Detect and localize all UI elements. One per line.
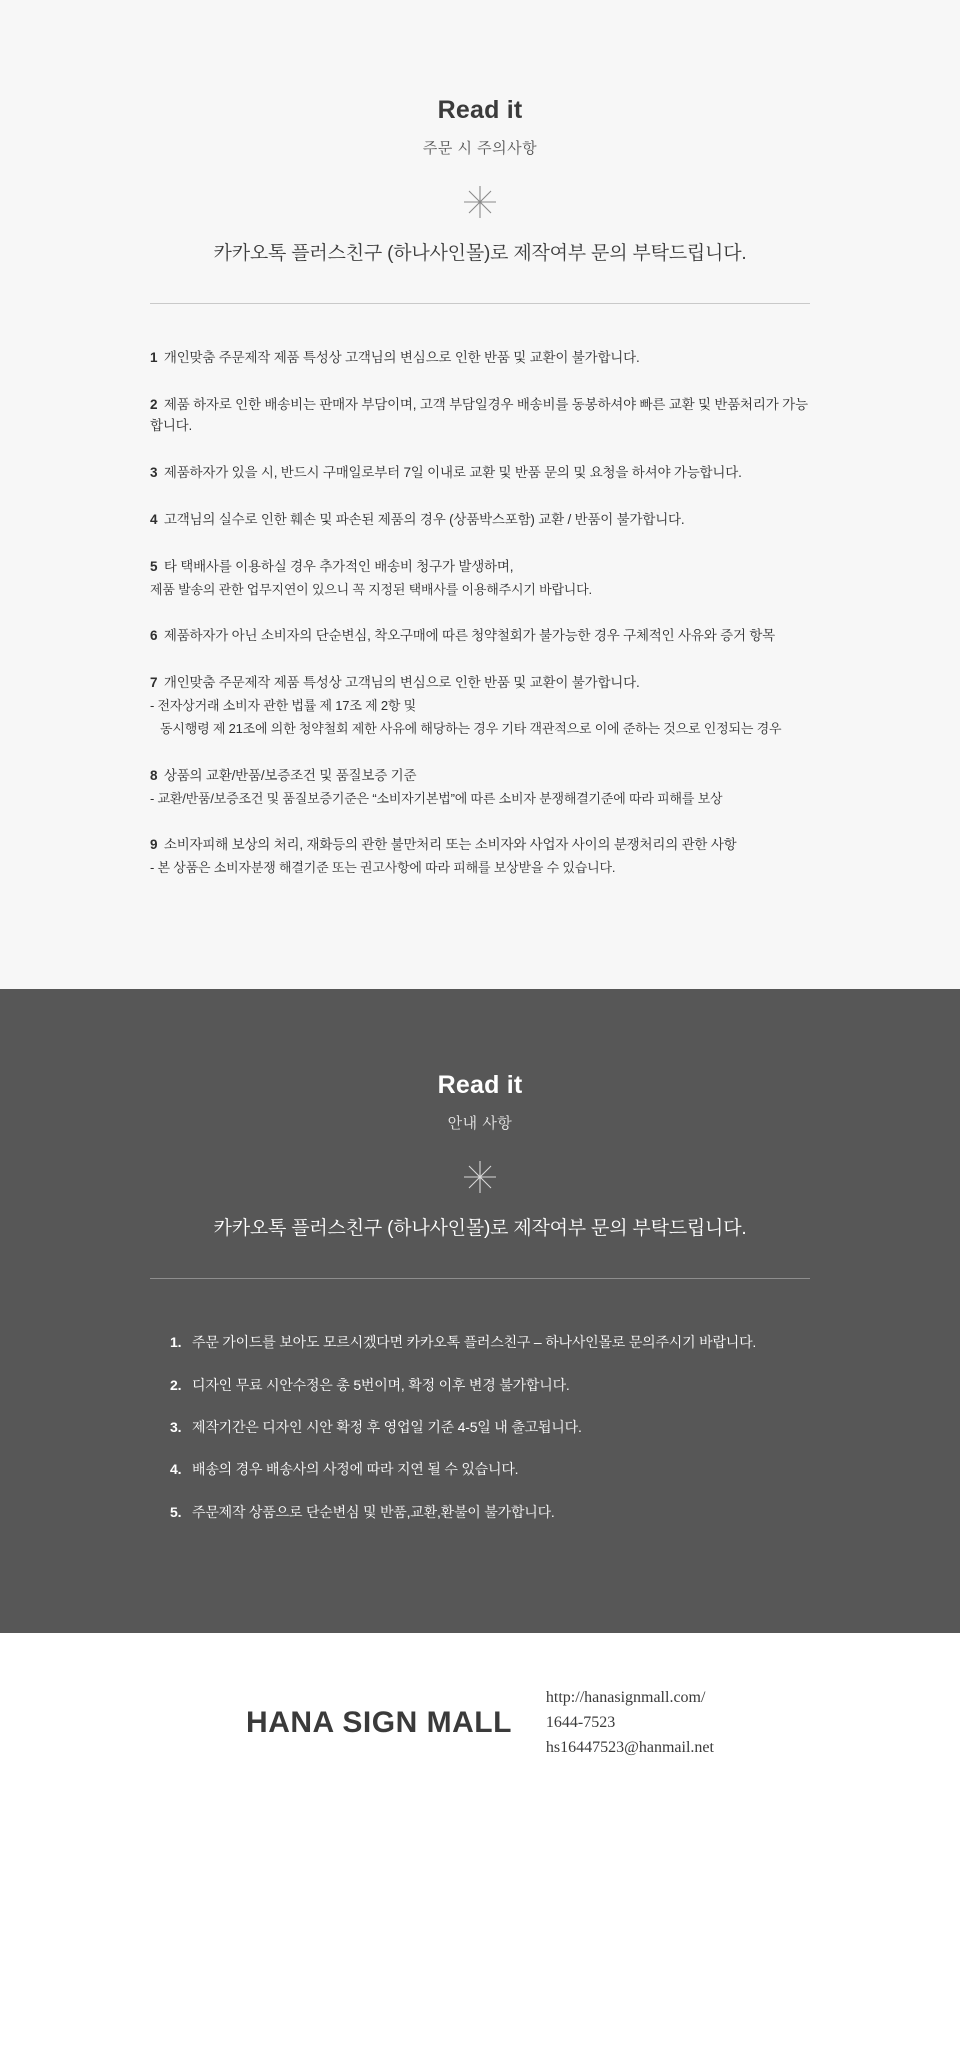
notice-item-body: 제품하자가 있을 시, 반드시 구매일로부터 7일 이내로 교환 및 반품 문의 및 요청을 하셔야 가능합니다. [160,464,742,480]
star-ornament-wrap [0,184,960,220]
notice-item-number: 1 [150,350,158,365]
guide-item-text: 주문 가이드를 보아도 모르시겠다면 카카오톡 플러스친구 – 하나사인몰로 문의주시기 바랍니다. [192,1334,757,1351]
notice-item-body: 개인맞춤 주문제작 제품 특성상 고객님의 변심으로 인한 반품 및 교환이 불가합니다. [160,675,640,691]
notice-item-body: 제품 하자로 인한 배송비는 판매자 부담이며, 고객 부담일경우 배송비를 동봉하셔야 빠른 교환 및 반품처리가 가능합니다. [150,396,808,433]
guide-item-text: 배송의 경우 배송사의 사정에 따라 지연 될 수 있습니다. [192,1461,519,1478]
notice-item-number: 9 [150,837,158,853]
notice-item-text [150,395,810,437]
notice-item-number: 2 [150,396,158,412]
notice-item [150,463,810,484]
guide-item-number: 2. [170,1376,182,1393]
footer-phone: 1644-7523 [545,1713,616,1731]
notice-item-body: 타 택배사를 이용하실 경우 추가적인 배송비 청구가 발생하며, [160,558,514,574]
guide-item [170,1331,790,1353]
guide-divider [150,1278,810,1279]
notice-item [150,395,810,437]
guide-item-number: 1. [170,1334,182,1351]
guide-title: Read it [437,1071,523,1100]
guide-item-text: 디자인 무료 시안수정은 총 5번이며, 확정 이후 변경 불가합니다. [192,1376,570,1393]
notice-item [150,557,810,601]
notice-item [150,766,810,810]
footer-url[interactable]: http://hanasignmall.com/ [545,1688,706,1706]
guide-item [170,1374,790,1396]
notice-item-text [150,673,810,694]
notice-divider [150,303,810,304]
guide-item [170,1501,790,1523]
notice-subtitle: 주문 시 주의사항 [422,140,538,157]
notice-lead: 카카오톡 플러스친구 (하나사인몰)로 제작여부 문의 부탁드립니다. [213,243,747,264]
notice-item-number: 8 [150,767,158,783]
notice-item-body: 소비자피해 보상의 처리, 재화등의 관한 불만처리 또는 소비자와 사업자 사이의 분쟁처리의 관한 사항 [160,837,737,853]
notice-item [150,348,810,369]
notice-item-extra: 동시행령 제 21조에 의한 청약철회 제한 사유에 해당하는 경우 기타 객관적으로 이에 준하는 것으로 인정되는 경우 [160,720,782,736]
notice-item [150,673,810,740]
guide-item [170,1416,790,1438]
guide-list [170,1331,790,1523]
notice-item-body: 상품의 교환/반품/보증조건 및 품질보증 기준 [160,767,417,783]
notice-item-extra: - 본 상품은 소비자분쟁 해결기준 또는 권고사항에 따라 피해를 보상받을 수 있습니다. [150,860,616,876]
notice-item-extra: - 교환/반품/보증조건 및 품질보증기준은 “소비자기본법”에 따른 소비자 분쟁해결기준에 따라 피해를 보상 [150,790,723,806]
star-icon [462,1159,498,1195]
notice-item-number: 4 [150,511,158,527]
notice-item-text [150,463,810,484]
star-icon [462,184,498,220]
notice-item-text [150,348,810,369]
notice-item-body: 개인맞춤 주문제작 제품 특성상 고객님의 변심으로 인한 반품 및 교환이 불가합니다. [160,350,640,365]
star-ornament-wrap-dark [0,1159,960,1195]
notice-list [150,348,810,879]
brand-logo: HANA SIGN MALL [246,1706,512,1740]
notice-item-text [150,835,810,856]
notice-item-number: 3 [150,464,158,480]
notice-item-extra: 제품 발송의 관한 업무지연이 있으니 꼭 지정된 택배사를 이용해주시기 바랍니다. [150,581,592,597]
footer-contact [546,1686,714,1760]
guide-item-number: 5. [170,1503,182,1520]
notice-item-number: 5 [150,558,158,574]
footer [0,1633,960,1813]
notice-item-text [150,557,810,578]
notice-item-extra: - 전자상거래 소비자 관한 법률 제 17조 제 2항 및 [150,698,417,714]
notice-item [150,835,810,879]
footer-email[interactable]: hs16447523@hanmail.net [545,1738,714,1756]
guide-item-number: 3. [170,1418,182,1435]
notice-item-text [150,510,810,531]
notice-item [150,626,810,647]
notice-title: Read it [437,96,523,124]
guide-lead: 카카오톡 플러스친구 (하나사인몰)로 제작여부 문의 부탁드립니다. [213,1218,747,1240]
notice-item-text [150,626,810,647]
notice-item-number: 6 [150,628,158,644]
guide-item-number: 4. [170,1461,182,1478]
notice-item [150,510,810,531]
guide-subtitle: 안내 사항 [447,1115,513,1133]
notice-section [0,0,960,989]
guide-item [170,1458,790,1480]
notice-item-body: 제품하자가 아닌 소비자의 단순변심, 착오구매에 따른 청약철회가 불가능한 경우 구체적인 사유와 증거 항목 [160,628,776,644]
notice-item-number: 7 [150,675,158,691]
notice-item-text [150,766,810,787]
guide-section [0,989,960,1633]
guide-item-text: 주문제작 상품으로 단순변심 및 반품,교환,환불이 불가합니다. [192,1503,555,1520]
notice-item-body: 고객님의 실수로 인한 훼손 및 파손된 제품의 경우 (상품박스포함) 교환 / 반품이 불가합니다. [160,511,685,527]
guide-item-text: 제작기간은 디자인 시안 확정 후 영업일 기준 4-5일 내 출고됩니다. [192,1418,582,1435]
